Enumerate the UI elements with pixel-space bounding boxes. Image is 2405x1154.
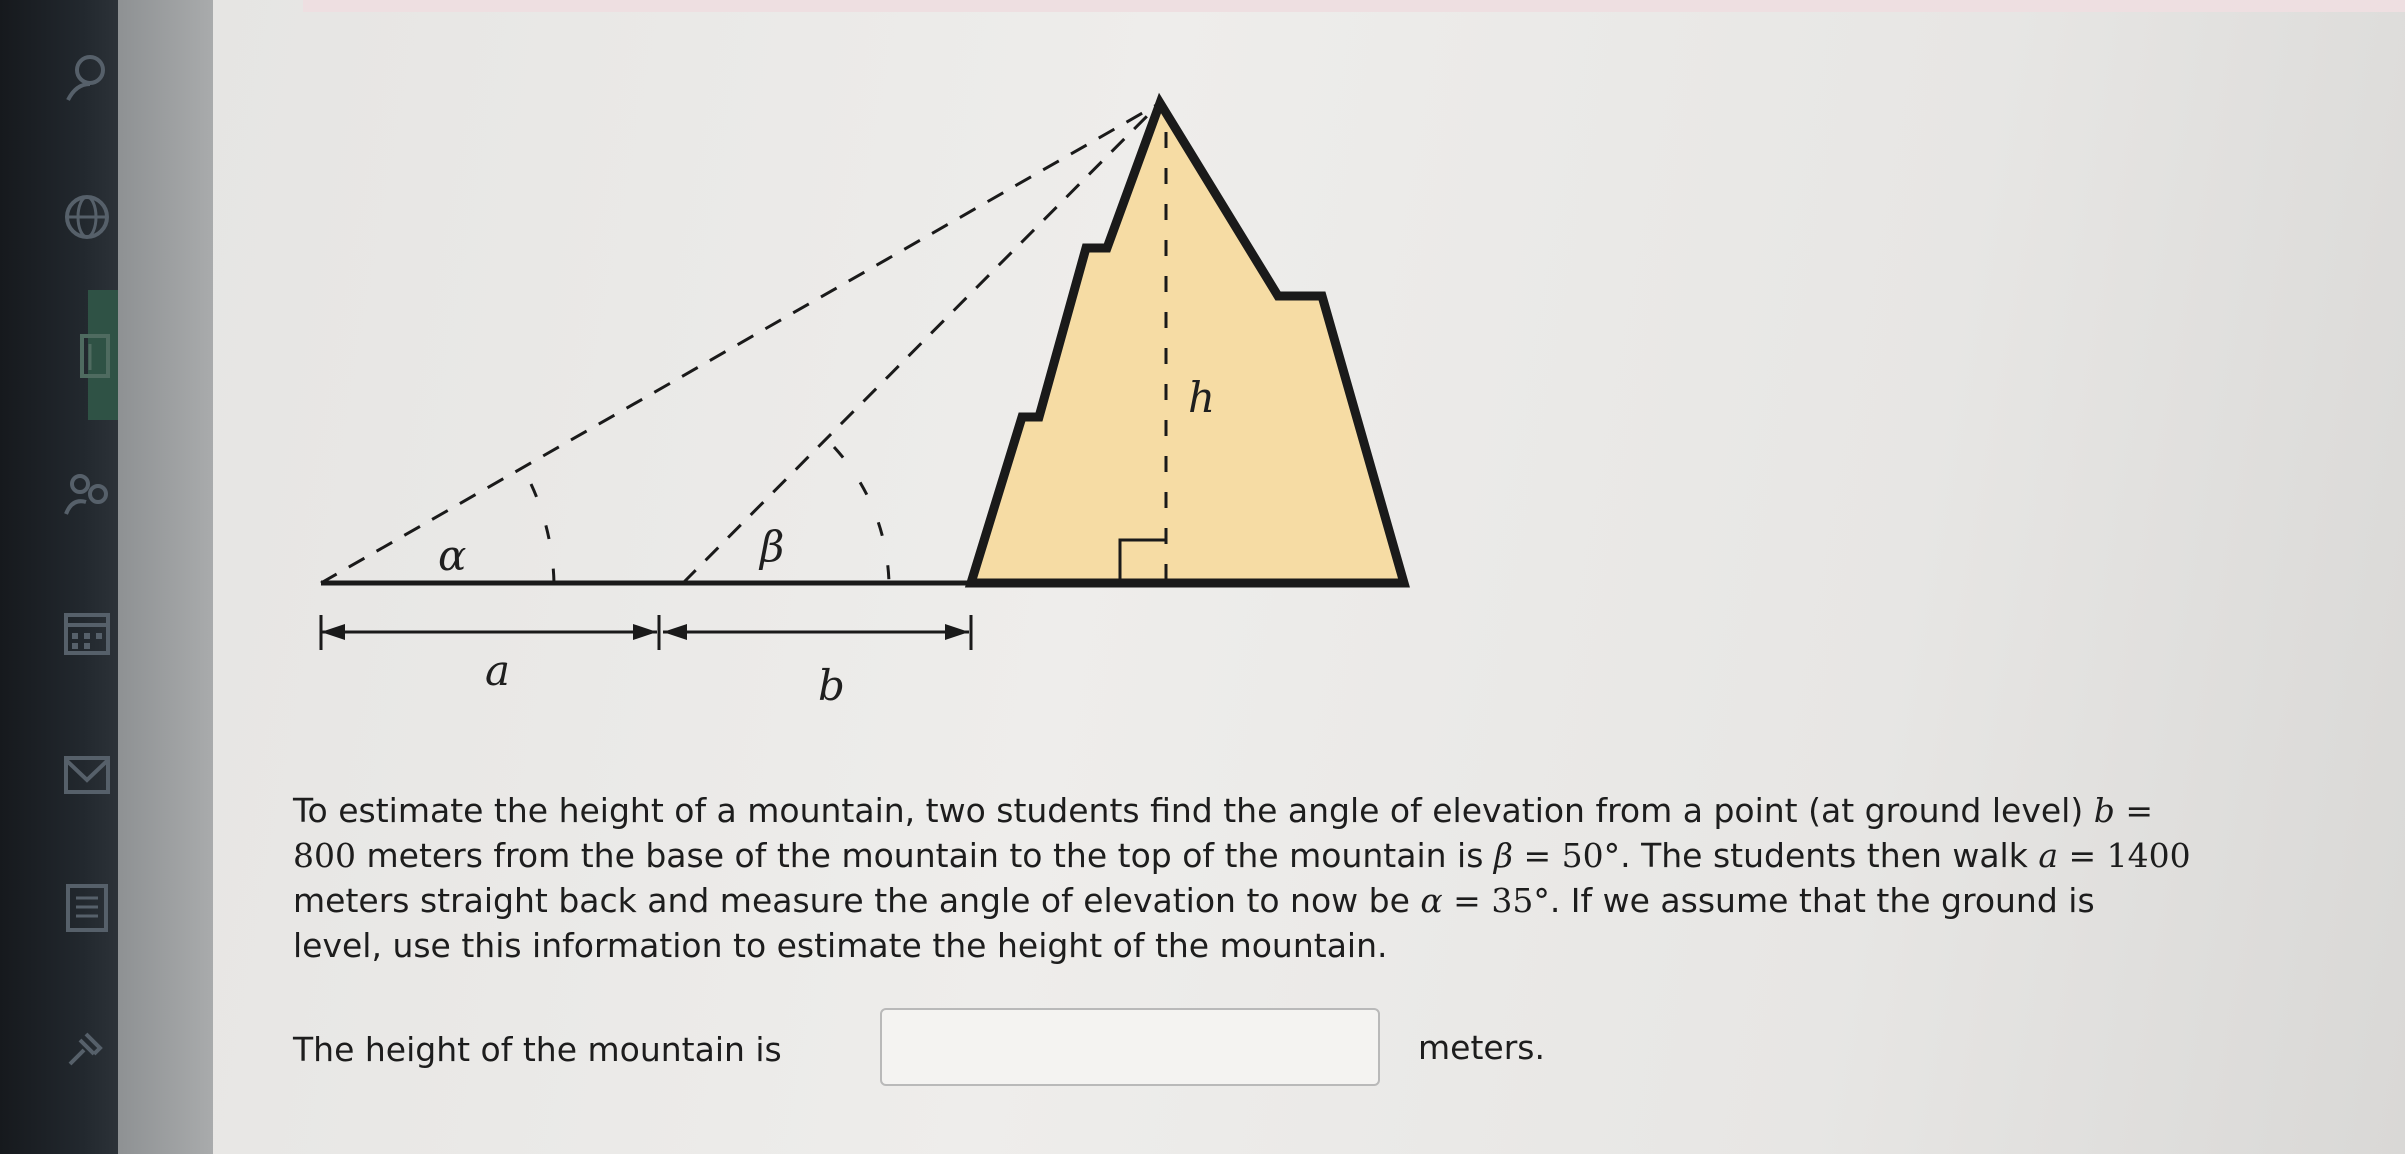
problem-text-1: To estimate the height of a mountain, two students find the angle of elevation from a point (at ground level) (293, 791, 2094, 830)
pin-icon[interactable] (60, 1020, 114, 1074)
problem-text-4: meters straight back and measure the angle of elevation to now be (293, 881, 1421, 920)
b-label: b (818, 661, 845, 710)
height-answer-input[interactable] (880, 1008, 1380, 1086)
profile-icon[interactable] (60, 48, 114, 102)
globe-icon[interactable] (60, 190, 114, 244)
people-icon[interactable] (60, 468, 114, 522)
window-gutter (118, 0, 213, 1154)
eq-beta: = (1512, 836, 1562, 875)
document-icon[interactable] (60, 880, 114, 934)
var-beta: β (1493, 836, 1513, 875)
book-icon[interactable] (60, 330, 114, 384)
height-label: h (1188, 373, 1216, 422)
answer-prompt: The height of the mountain is (293, 1030, 782, 1069)
problem-text-3: . The students then walk (1620, 836, 2039, 875)
people-icon-graphic (60, 468, 114, 522)
globe-icon-graphic (60, 190, 114, 244)
dimension-b (663, 615, 971, 650)
problem-text-2: meters from the base of the mountain to the top of the mountain is (356, 836, 1494, 875)
mail-icon-graphic (60, 748, 114, 802)
value-b: 800 (293, 836, 356, 875)
eq-alpha: = (1442, 881, 1492, 920)
a-label: a (485, 646, 511, 695)
alpha-label: α (438, 531, 467, 580)
value-a: 1400 (2106, 836, 2191, 875)
app-sidebar (0, 0, 118, 1154)
beta-label: β (760, 522, 785, 571)
mountain-diagram (213, 0, 2405, 780)
alpha-angle-arc (531, 484, 554, 583)
calendar-icon-graphic (60, 605, 114, 659)
var-a: a (2038, 836, 2059, 875)
mountain-shape (971, 103, 1404, 583)
calendar-icon[interactable] (60, 605, 114, 659)
value-alpha: 35° (1491, 881, 1550, 920)
var-b: b (2093, 791, 2115, 830)
eq-b: = (2114, 791, 2153, 830)
profile-icon-graphic (60, 48, 114, 102)
eq-a: = (2058, 836, 2107, 875)
pin-icon-graphic (60, 1020, 114, 1074)
problem-statement (293, 788, 2193, 968)
book-icon-graphic (60, 330, 114, 384)
var-alpha: α (1420, 881, 1443, 920)
value-beta: 50° (1561, 836, 1621, 875)
answer-unit: meters. (1418, 1028, 1545, 1067)
dimension-a (321, 615, 659, 650)
document-icon-graphic (60, 880, 114, 934)
beta-angle-arc (834, 447, 889, 583)
problem-page (213, 0, 2405, 1154)
mail-icon[interactable] (60, 748, 114, 802)
problem-text-5: . If we assume that the ground is level, use this information to estimate the height of the mountain. (293, 881, 2095, 965)
